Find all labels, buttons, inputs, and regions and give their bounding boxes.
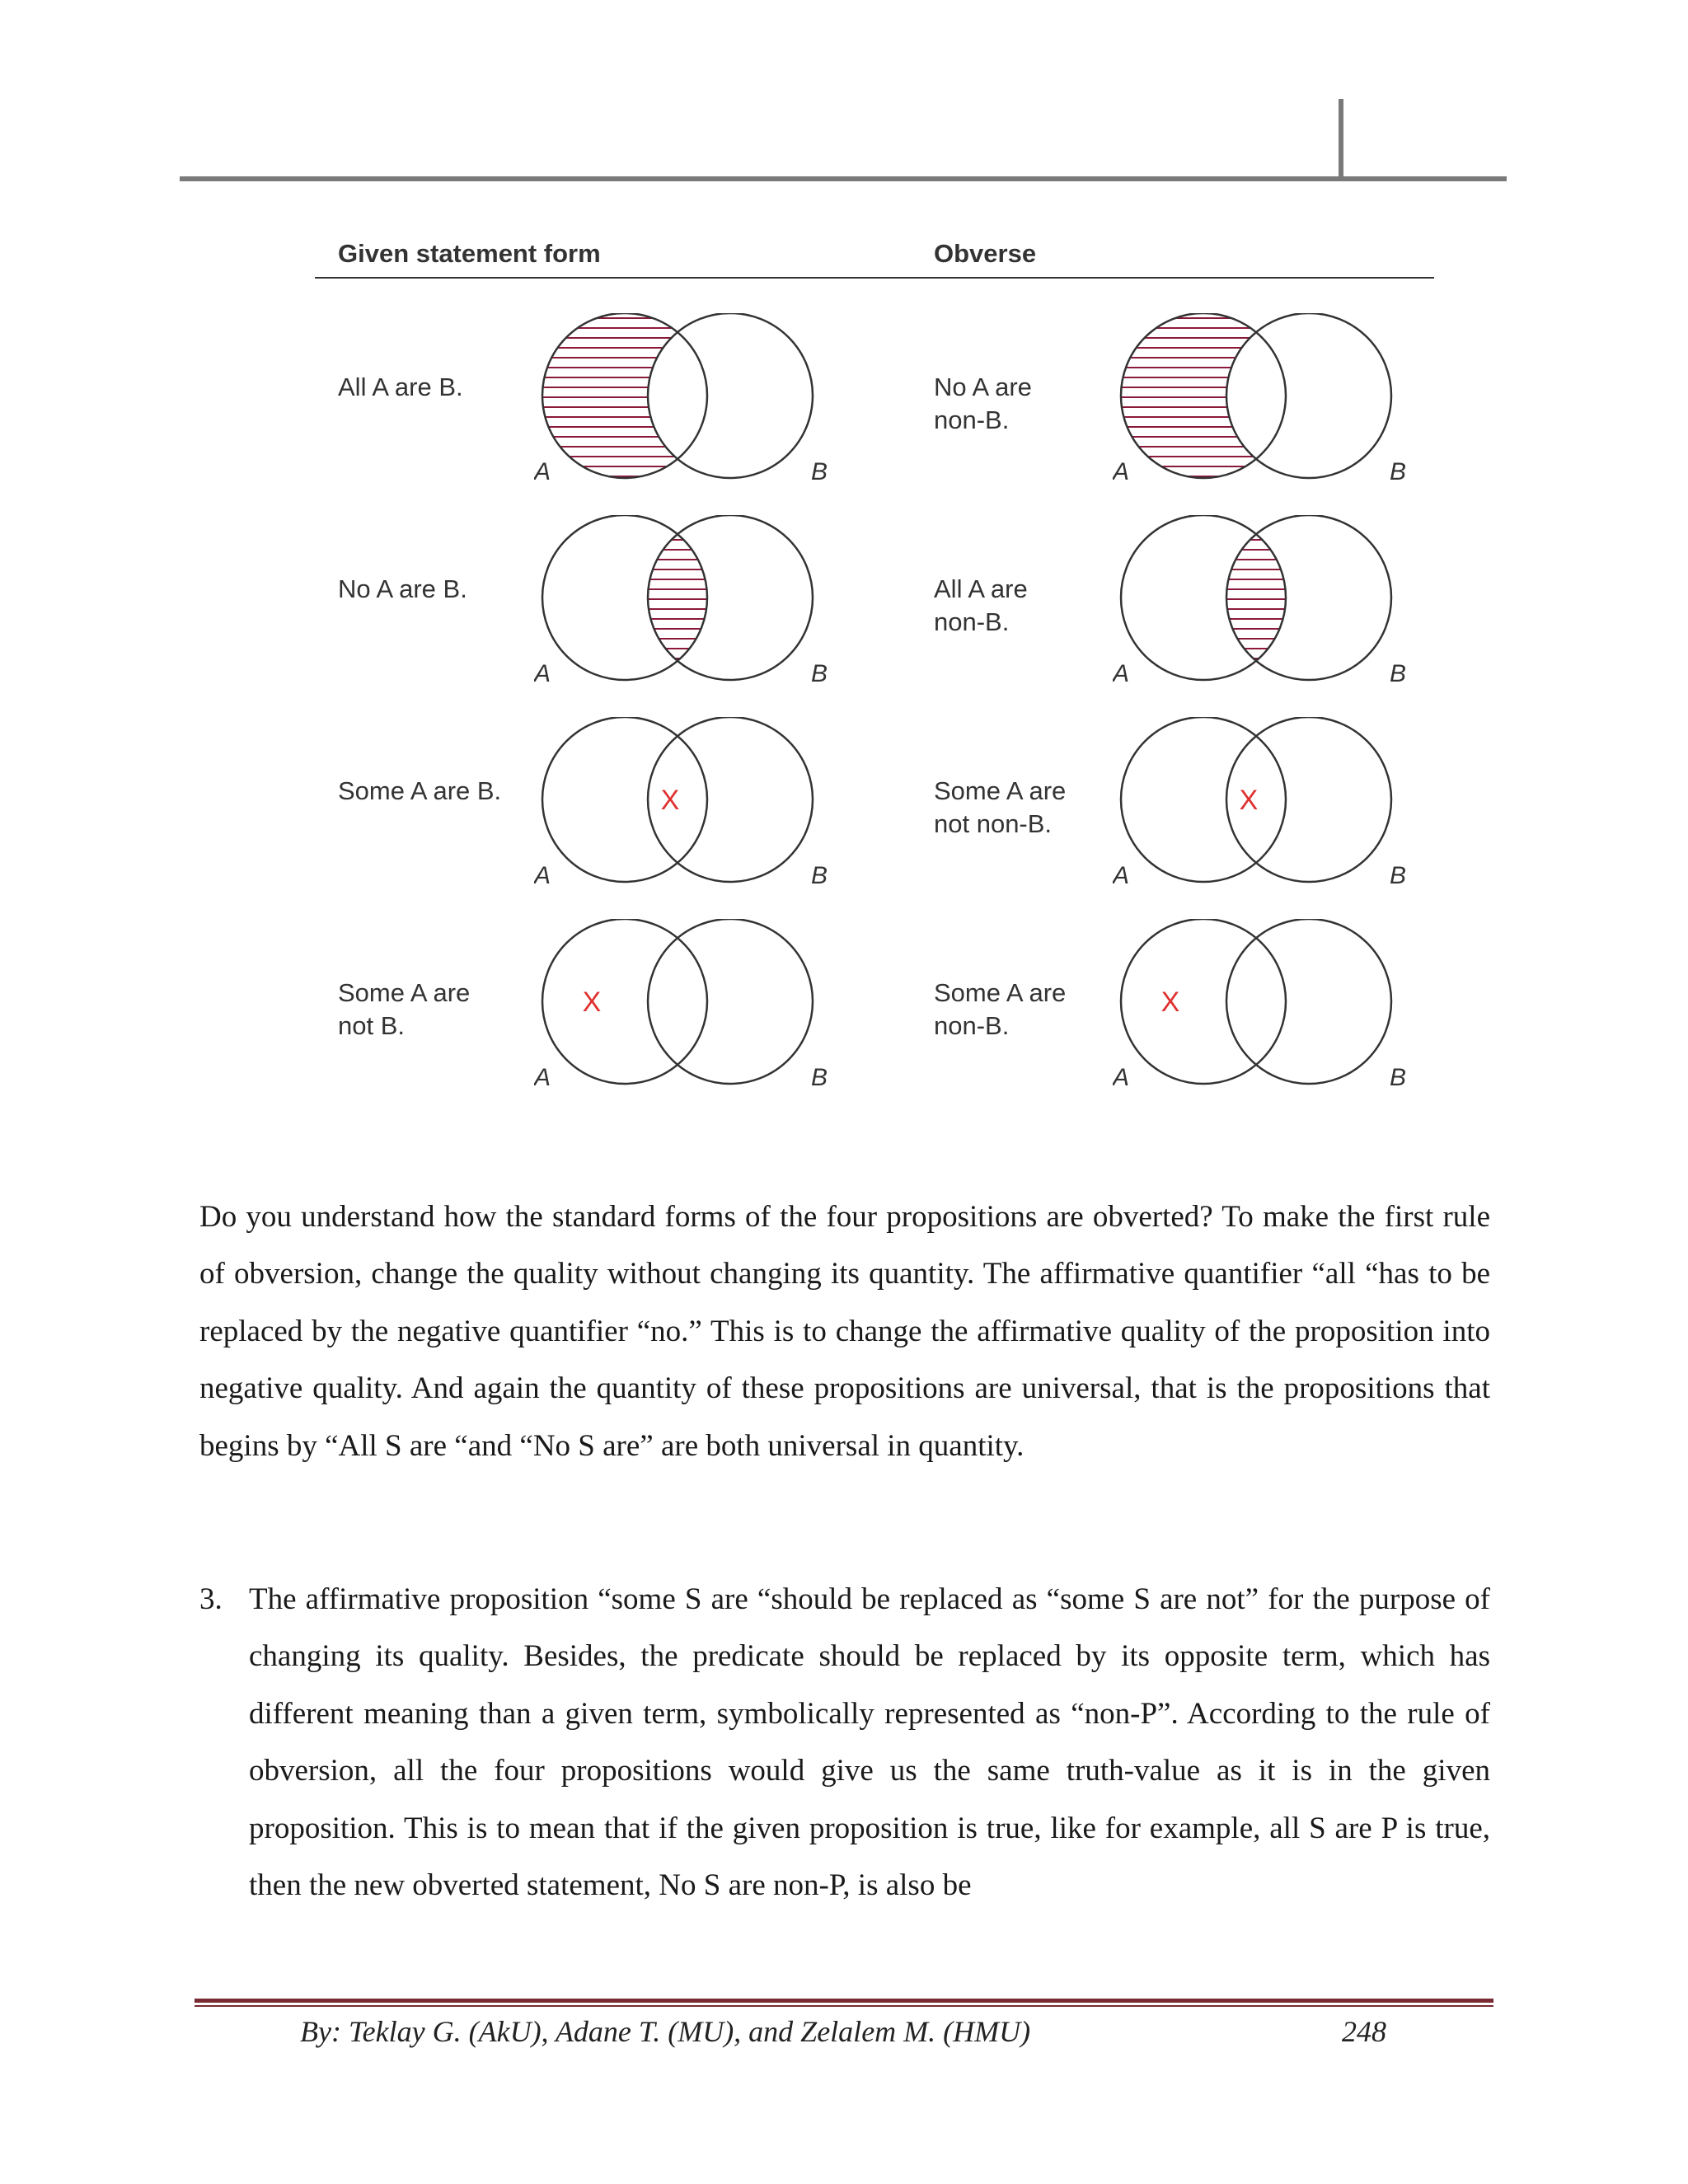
obverse-venn-4 [1113, 919, 1409, 1110]
given-header: Given statement form [338, 239, 601, 268]
given-statement-line: All A are B. [338, 373, 463, 401]
footer-authors: By: Teklay G. (AkU), Adane T. (MU), and Zelalem M. (HMU) [300, 2015, 1031, 2048]
given-venn-4 [534, 919, 831, 1110]
given-statement-line: No A are B. [338, 574, 467, 603]
label-a: A [534, 862, 551, 889]
circle-b [648, 919, 813, 1084]
obverse-venn-2 [1113, 515, 1409, 706]
label-a: A [534, 458, 551, 485]
given-venn-3 [534, 717, 831, 908]
circle-a [1121, 717, 1286, 882]
label-a: A [1113, 458, 1130, 485]
label-b: B [1390, 862, 1407, 889]
given-venn-2 [534, 515, 831, 706]
given-statement-line: Some A are B. [338, 776, 502, 805]
numbered-list [199, 1571, 1490, 1914]
given-statement-line: Some A are [338, 978, 471, 1007]
circle-a [542, 919, 707, 1084]
footer-rule [195, 1999, 1493, 2003]
obverse-statement-2 [934, 573, 1028, 639]
x-mark: X [582, 987, 602, 1018]
obverse-statement-line: not non-B. [934, 809, 1053, 838]
given-statement-line: not B. [338, 1011, 405, 1040]
obverse-statement-line: All A are [934, 574, 1028, 603]
label-b: B [1390, 660, 1407, 687]
obverse-statement-4 [934, 977, 1066, 1043]
given-statement-1 [338, 371, 463, 404]
label-a: A [1113, 660, 1130, 687]
label-b: B [811, 1064, 828, 1091]
figure-header-rule [315, 277, 1434, 279]
header-rule [180, 176, 1507, 181]
obverse-statement-line: Some A are [934, 776, 1067, 805]
footer-rule-thin [195, 2005, 1493, 2007]
header-tick [1339, 99, 1343, 180]
label-b: B [811, 458, 828, 485]
list-item-text: The affirmative proposition “some S are “should be replaced as “some S are not” for the purpose of changing its quality. Besides, the predicate should be replaced by its opposite term, which has different meaning than a given term, symbolically represented as “non-P”. According to the rule of obversion, all the four propositions would give us the same truth-value as it is in the given proposition. This is to mean that if the given proposition is true, like for example, all S are P is true, then the new obverted statement, No S are non-P, is also be [249, 1582, 1490, 1903]
given-statement-3 [338, 775, 501, 808]
circle-a [542, 717, 707, 882]
circle-b [1226, 919, 1391, 1084]
obverse-statement-3 [934, 775, 1066, 841]
obverse-statement-line: non-B. [934, 1011, 1010, 1040]
obverse-statement-line: No A are [934, 373, 1032, 401]
label-b: B [1390, 1064, 1407, 1091]
x-mark: X [1239, 785, 1259, 816]
label-a: A [534, 660, 551, 687]
obverse-statement-line: non-B. [934, 405, 1010, 434]
label-a: A [1113, 1064, 1130, 1091]
given-statement-2 [338, 573, 467, 606]
obverse-statement-line: Some A are [934, 978, 1067, 1007]
obverse-header: Obverse [934, 239, 1037, 268]
label-b: B [1390, 458, 1407, 485]
page-number: 248 [1342, 2015, 1386, 2048]
obversion-figure [312, 231, 1434, 1104]
x-mark: X [660, 785, 680, 816]
obverse-venn-3 [1113, 717, 1409, 908]
body-paragraph: Do you understand how the standard forms of the four propositions are obverted? To make the first rule of obversion, change the quality without changing its quantity. The affirmative quantifier “all “has to be replaced by the negative quantifier “no.” This is to change the affirmative quality of the proposition into negative quality. And again the quantity of these propositions are universal, that is the propositions that begins by “All S are “and “No S are” are both universal in quantity. [199, 1200, 1490, 1463]
label-a: A [534, 1064, 551, 1091]
obverse-statement-line: non-B. [934, 607, 1010, 636]
obverse-venn-1 [1113, 313, 1409, 504]
label-b: B [811, 862, 828, 889]
x-mark: X [1160, 987, 1180, 1018]
circle-a [1121, 919, 1286, 1084]
given-venn-1 [534, 313, 831, 504]
list-number: 3. [199, 1582, 223, 1616]
given-statement-4 [338, 977, 470, 1043]
label-b: B [811, 660, 828, 687]
label-a: A [1113, 862, 1130, 889]
obverse-statement-1 [934, 371, 1032, 437]
